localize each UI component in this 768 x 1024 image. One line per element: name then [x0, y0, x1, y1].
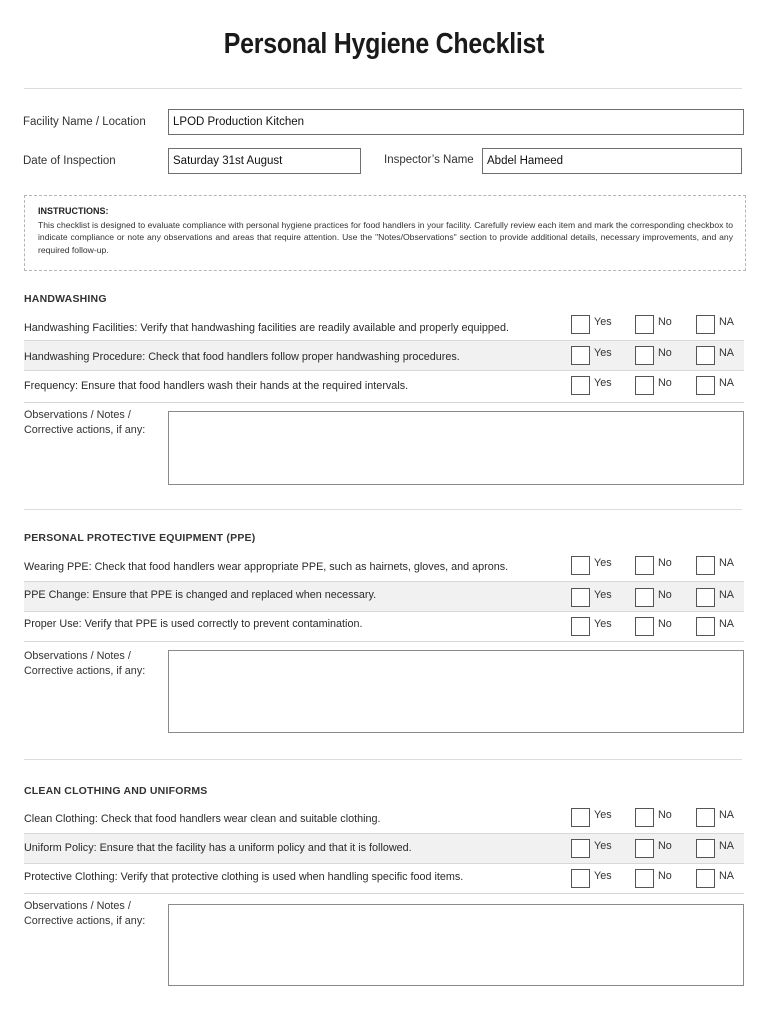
item-text: Clean Clothing: Check that food handlers wear clean and suitable clothing. — [24, 813, 381, 825]
observations-label-line2: Corrective actions, if any: — [24, 424, 146, 436]
checklist-row — [24, 582, 744, 612]
na-label: NA — [719, 870, 734, 882]
item-text: Handwashing Facilities: Verify that handwashing facilities are readily available and properly equipped. — [24, 322, 509, 334]
yes-checkbox[interactable] — [571, 556, 590, 575]
item-text: Proper Use: Verify that PPE is used correctly to prevent contamination. — [24, 618, 363, 630]
option-no[interactable] — [635, 588, 672, 607]
checklist-row — [24, 310, 744, 341]
date-field[interactable]: Saturday 31st August — [168, 148, 361, 174]
na-label: NA — [719, 377, 734, 389]
na-label: NA — [719, 347, 734, 359]
checklist-row — [24, 612, 744, 642]
option-yes[interactable] — [571, 869, 612, 888]
yes-label: Yes — [594, 840, 612, 852]
option-no[interactable] — [635, 315, 672, 334]
option-na[interactable] — [696, 617, 734, 636]
observations-label — [24, 649, 145, 679]
yes-label: Yes — [594, 870, 612, 882]
item-text: Handwashing Procedure: Check that food handlers follow proper handwashing procedures. — [24, 351, 460, 363]
option-yes[interactable] — [571, 839, 612, 858]
no-checkbox[interactable] — [635, 869, 654, 888]
na-checkbox[interactable] — [696, 617, 715, 636]
observations-label-line2: Corrective actions, if any: — [24, 665, 146, 677]
instructions-box — [24, 195, 746, 271]
item-text: Uniform Policy: Ensure that the facility has a uniform policy and that it is followed. — [24, 842, 412, 854]
checklist-row — [24, 551, 744, 582]
yes-label: Yes — [594, 316, 612, 328]
option-no[interactable] — [635, 376, 672, 395]
no-label: No — [658, 809, 672, 821]
no-label: No — [658, 347, 672, 359]
na-label: NA — [719, 557, 734, 569]
section-title-clean-clothing: CLEAN CLOTHING AND UNIFORMS — [24, 785, 208, 797]
instructions-text: This checklist is designed to evaluate compliance with personal hygiene practices for food handlers in your facility. Carefully review each item and mark the corresponding checkbox to indicate compliance or note any observations and areas that require attention. Use the "Notes/Observations" section to provide additional details, necessary improvements, and any required follow-up. — [38, 220, 733, 255]
section-divider — [24, 759, 742, 760]
option-na[interactable] — [696, 808, 734, 827]
instructions-title: INSTRUCTIONS: — [38, 206, 109, 216]
row-divider — [24, 402, 744, 403]
section-divider — [24, 509, 742, 510]
yes-label: Yes — [594, 347, 612, 359]
na-checkbox[interactable] — [696, 839, 715, 858]
na-checkbox[interactable] — [696, 376, 715, 395]
yes-checkbox[interactable] — [571, 588, 590, 607]
no-label: No — [658, 589, 672, 601]
date-label: Date of Inspection — [23, 155, 116, 167]
observations-label-line1: Observations / Notes / — [24, 900, 131, 912]
observations-label — [24, 408, 145, 438]
no-checkbox[interactable] — [635, 588, 654, 607]
page-title: Personal Hygiene Checklist — [223, 28, 545, 60]
observations-textarea[interactable] — [168, 411, 744, 485]
na-checkbox[interactable] — [696, 556, 715, 575]
option-na[interactable] — [696, 869, 734, 888]
option-no[interactable] — [635, 869, 672, 888]
inspector-label: Inspector’s Name — [384, 154, 474, 166]
no-checkbox[interactable] — [635, 376, 654, 395]
option-na[interactable] — [696, 346, 734, 365]
option-no[interactable] — [635, 346, 672, 365]
yes-checkbox[interactable] — [571, 869, 590, 888]
na-checkbox[interactable] — [696, 588, 715, 607]
no-checkbox[interactable] — [635, 839, 654, 858]
yes-label: Yes — [594, 377, 612, 389]
option-na[interactable] — [696, 588, 734, 607]
observations-textarea[interactable] — [168, 650, 744, 733]
na-label: NA — [719, 589, 734, 601]
no-checkbox[interactable] — [635, 346, 654, 365]
yes-checkbox[interactable] — [571, 315, 590, 334]
checklist-row — [24, 834, 744, 864]
option-na[interactable] — [696, 839, 734, 858]
option-yes[interactable] — [571, 617, 612, 636]
option-na[interactable] — [696, 376, 734, 395]
checklist-row — [24, 371, 744, 403]
observations-textarea[interactable] — [168, 904, 744, 986]
yes-checkbox[interactable] — [571, 839, 590, 858]
yes-label: Yes — [594, 557, 612, 569]
observations-label — [24, 899, 145, 929]
option-no[interactable] — [635, 808, 672, 827]
checklist-row — [24, 864, 744, 894]
checklist-row — [24, 803, 744, 834]
na-label: NA — [719, 809, 734, 821]
option-yes[interactable] — [571, 808, 612, 827]
no-checkbox[interactable] — [635, 617, 654, 636]
facility-field[interactable]: LPOD Production Kitchen — [168, 109, 744, 135]
na-checkbox[interactable] — [696, 808, 715, 827]
option-no[interactable] — [635, 617, 672, 636]
option-yes[interactable] — [571, 376, 612, 395]
item-text: PPE Change: Ensure that PPE is changed and replaced when necessary. — [24, 589, 377, 601]
title-divider — [24, 88, 742, 89]
no-label: No — [658, 377, 672, 389]
row-divider — [24, 641, 744, 642]
yes-checkbox[interactable] — [571, 376, 590, 395]
option-na[interactable] — [696, 556, 734, 575]
observations-label-line2: Corrective actions, if any: — [24, 915, 146, 927]
option-na[interactable] — [696, 315, 734, 334]
item-text: Wearing PPE: Check that food handlers wear appropriate PPE, such as hairnets, gloves, and aprons. — [24, 561, 509, 573]
no-checkbox[interactable] — [635, 808, 654, 827]
na-checkbox[interactable] — [696, 346, 715, 365]
no-label: No — [658, 840, 672, 852]
yes-checkbox[interactable] — [571, 808, 590, 827]
no-label: No — [658, 618, 672, 630]
yes-checkbox[interactable] — [571, 617, 590, 636]
item-text: Frequency: Ensure that food handlers wash their hands at the required intervals. — [24, 380, 409, 392]
no-checkbox[interactable] — [635, 315, 654, 334]
option-no[interactable] — [635, 556, 672, 575]
inspector-field[interactable]: Abdel Hameed — [482, 148, 742, 174]
no-label: No — [658, 870, 672, 882]
na-checkbox[interactable] — [696, 315, 715, 334]
option-yes[interactable] — [571, 315, 612, 334]
option-no[interactable] — [635, 839, 672, 858]
observations-label-line1: Observations / Notes / — [24, 409, 131, 421]
yes-label: Yes — [594, 589, 612, 601]
option-yes[interactable] — [571, 556, 612, 575]
yes-label: Yes — [594, 618, 612, 630]
facility-label: Facility Name / Location — [23, 116, 146, 128]
option-yes[interactable] — [571, 346, 612, 365]
na-label: NA — [719, 316, 734, 328]
no-checkbox[interactable] — [635, 556, 654, 575]
yes-label: Yes — [594, 809, 612, 821]
row-divider — [24, 893, 744, 894]
na-label: NA — [719, 840, 734, 852]
no-label: No — [658, 316, 672, 328]
observations-label-line1: Observations / Notes / — [24, 650, 131, 662]
na-checkbox[interactable] — [696, 869, 715, 888]
no-label: No — [658, 557, 672, 569]
item-text: Protective Clothing: Verify that protective clothing is used when handling specific food items. — [24, 871, 464, 883]
yes-checkbox[interactable] — [571, 346, 590, 365]
section-title-ppe: PERSONAL PROTECTIVE EQUIPMENT (PPE) — [24, 532, 256, 544]
option-yes[interactable] — [571, 588, 612, 607]
checklist-row — [24, 341, 744, 371]
section-title-handwashing: HANDWASHING — [24, 293, 107, 305]
na-label: NA — [719, 618, 734, 630]
